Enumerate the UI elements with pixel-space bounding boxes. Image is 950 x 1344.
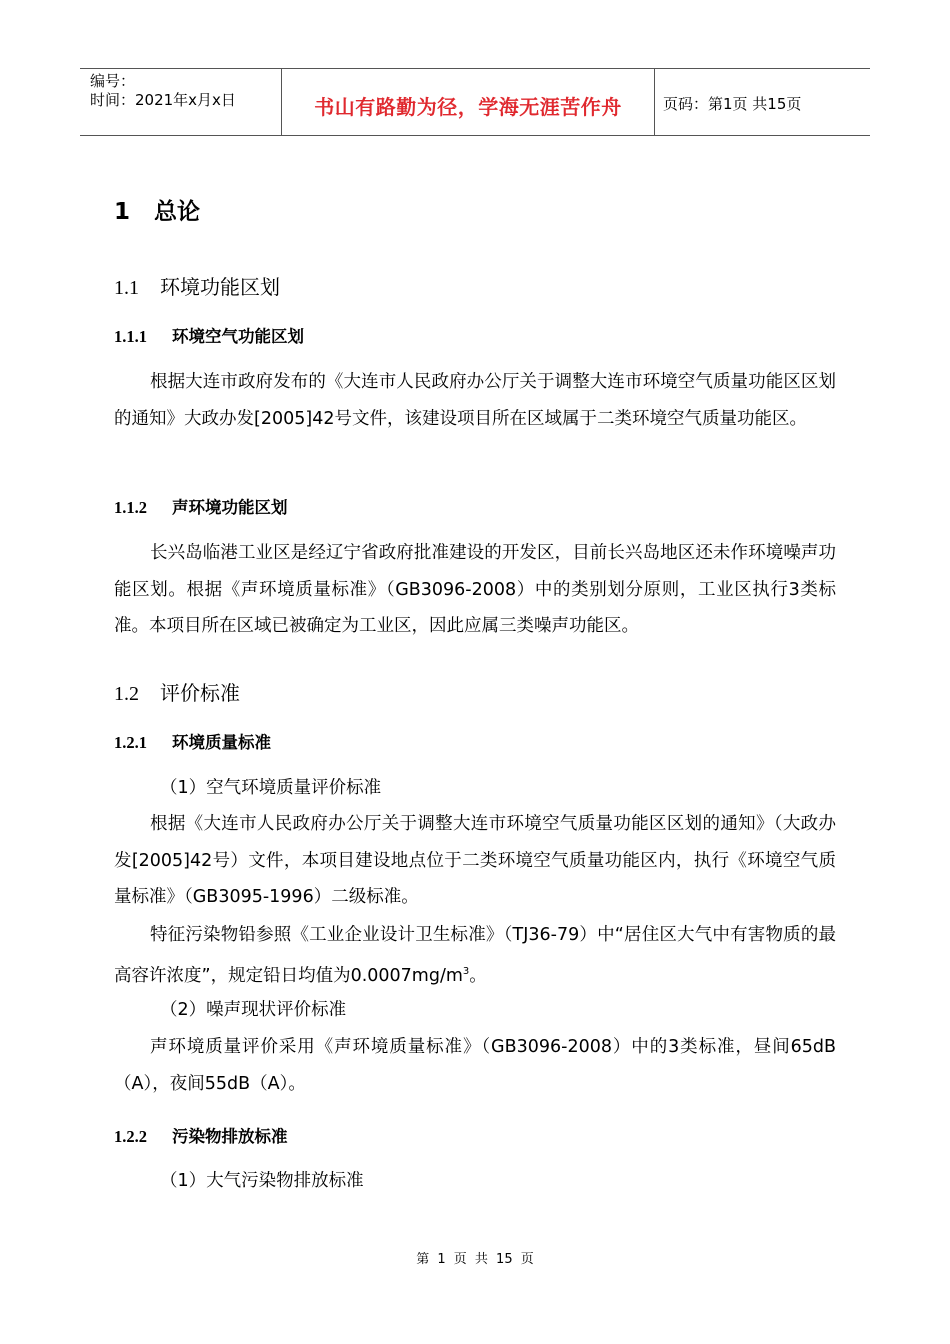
section-number: 1.2	[114, 683, 139, 705]
section-title: 声环境功能区划	[172, 498, 288, 517]
header-meta	[80, 69, 282, 135]
paragraph-air-standard: 根据《大连市人民政府办公厅关于调整大连市环境空气质量功能区区划的通知》（大政办发[2005]42号）文件，本项目建设地点位于二类环境空气质量功能区内，执行《环境空气质量标准》（GB3095-1996）二级标准。	[114, 814, 836, 907]
section-number: 1.1.1	[114, 327, 147, 346]
paragraph-noise-standard: 声环境质量评价采用《声环境质量标准》（GB3096-2008）中的3类标准，昼间65dB（A），夜间55dB（A）。	[114, 1037, 836, 1094]
section-title: 环境质量标准	[172, 733, 271, 752]
section-title: 总论	[154, 199, 200, 225]
paragraph-noise-zoning: 长兴岛临港工业区是经辽宁省政府批准建设的开发区，目前长兴岛地区还未作环境噪声功能区划。根据《声环境质量标准》（GB3096-2008）中的类别划分原则，工业区执行3类标准。本项目所在区域已被确定为工业区，因此应属三类噪声功能区。	[114, 543, 836, 636]
section-number: 1.2.1	[114, 733, 147, 752]
page-code: 页码：第1页 共15页	[663, 95, 802, 113]
paragraph-emission-standard-heading: （1）大气污染物排放标准	[160, 1171, 364, 1191]
header-motto-cell	[282, 69, 655, 135]
section-number: 1.1.2	[114, 498, 147, 517]
paragraph-lead-standard	[114, 917, 836, 994]
number-label: 编号：	[90, 72, 136, 90]
date-label: 时间：2021年x月x日	[90, 91, 236, 109]
page-footer: 第 1 页 共 15 页	[416, 1252, 534, 1267]
header-page-cell	[655, 69, 870, 135]
lead-standard-text: 特征污染物铅参照《工业企业设计卫生标准》（TJ36-79）中“居住区大气中有害物质的最高容许浓度”，规定铅日均值为0.0007mg/m	[114, 925, 836, 986]
section-number: 1.2.2	[114, 1127, 147, 1146]
section-title: 评价标准	[160, 681, 240, 705]
section-1-1-1-heading	[114, 323, 304, 347]
section-1-2-heading	[114, 677, 240, 706]
paragraph-air-standard-heading: （1）空气环境质量评价标准	[160, 778, 382, 798]
section-1-1-2-heading	[114, 494, 288, 518]
superscript: 3	[462, 965, 470, 977]
motto: 书山有路勤为径，学海无涯苦作舟	[314, 95, 622, 119]
section-1-1-heading	[114, 271, 280, 300]
paragraph-air-zoning: 根据大连市政府发布的《大连市人民政府办公厅关于调整大连市环境空气质量功能区区划的通知》大政办发[2005]42号文件，该建设项目所在区域属于二类环境空气质量功能区。	[114, 372, 836, 429]
section-title: 环境空气功能区划	[172, 327, 304, 346]
paragraph-noise-standard-heading: （2）噪声现状评价标准	[160, 1000, 347, 1020]
section-number: 1	[114, 199, 131, 225]
document-header	[80, 68, 870, 136]
section-1-heading	[114, 193, 200, 226]
section-number: 1.1	[114, 277, 139, 299]
section-title: 污染物排放标准	[172, 1127, 288, 1146]
lead-standard-end: 。	[469, 965, 487, 986]
section-1-2-1-heading	[114, 729, 271, 753]
section-1-2-2-heading	[114, 1123, 288, 1147]
section-title: 环境功能区划	[160, 275, 280, 299]
